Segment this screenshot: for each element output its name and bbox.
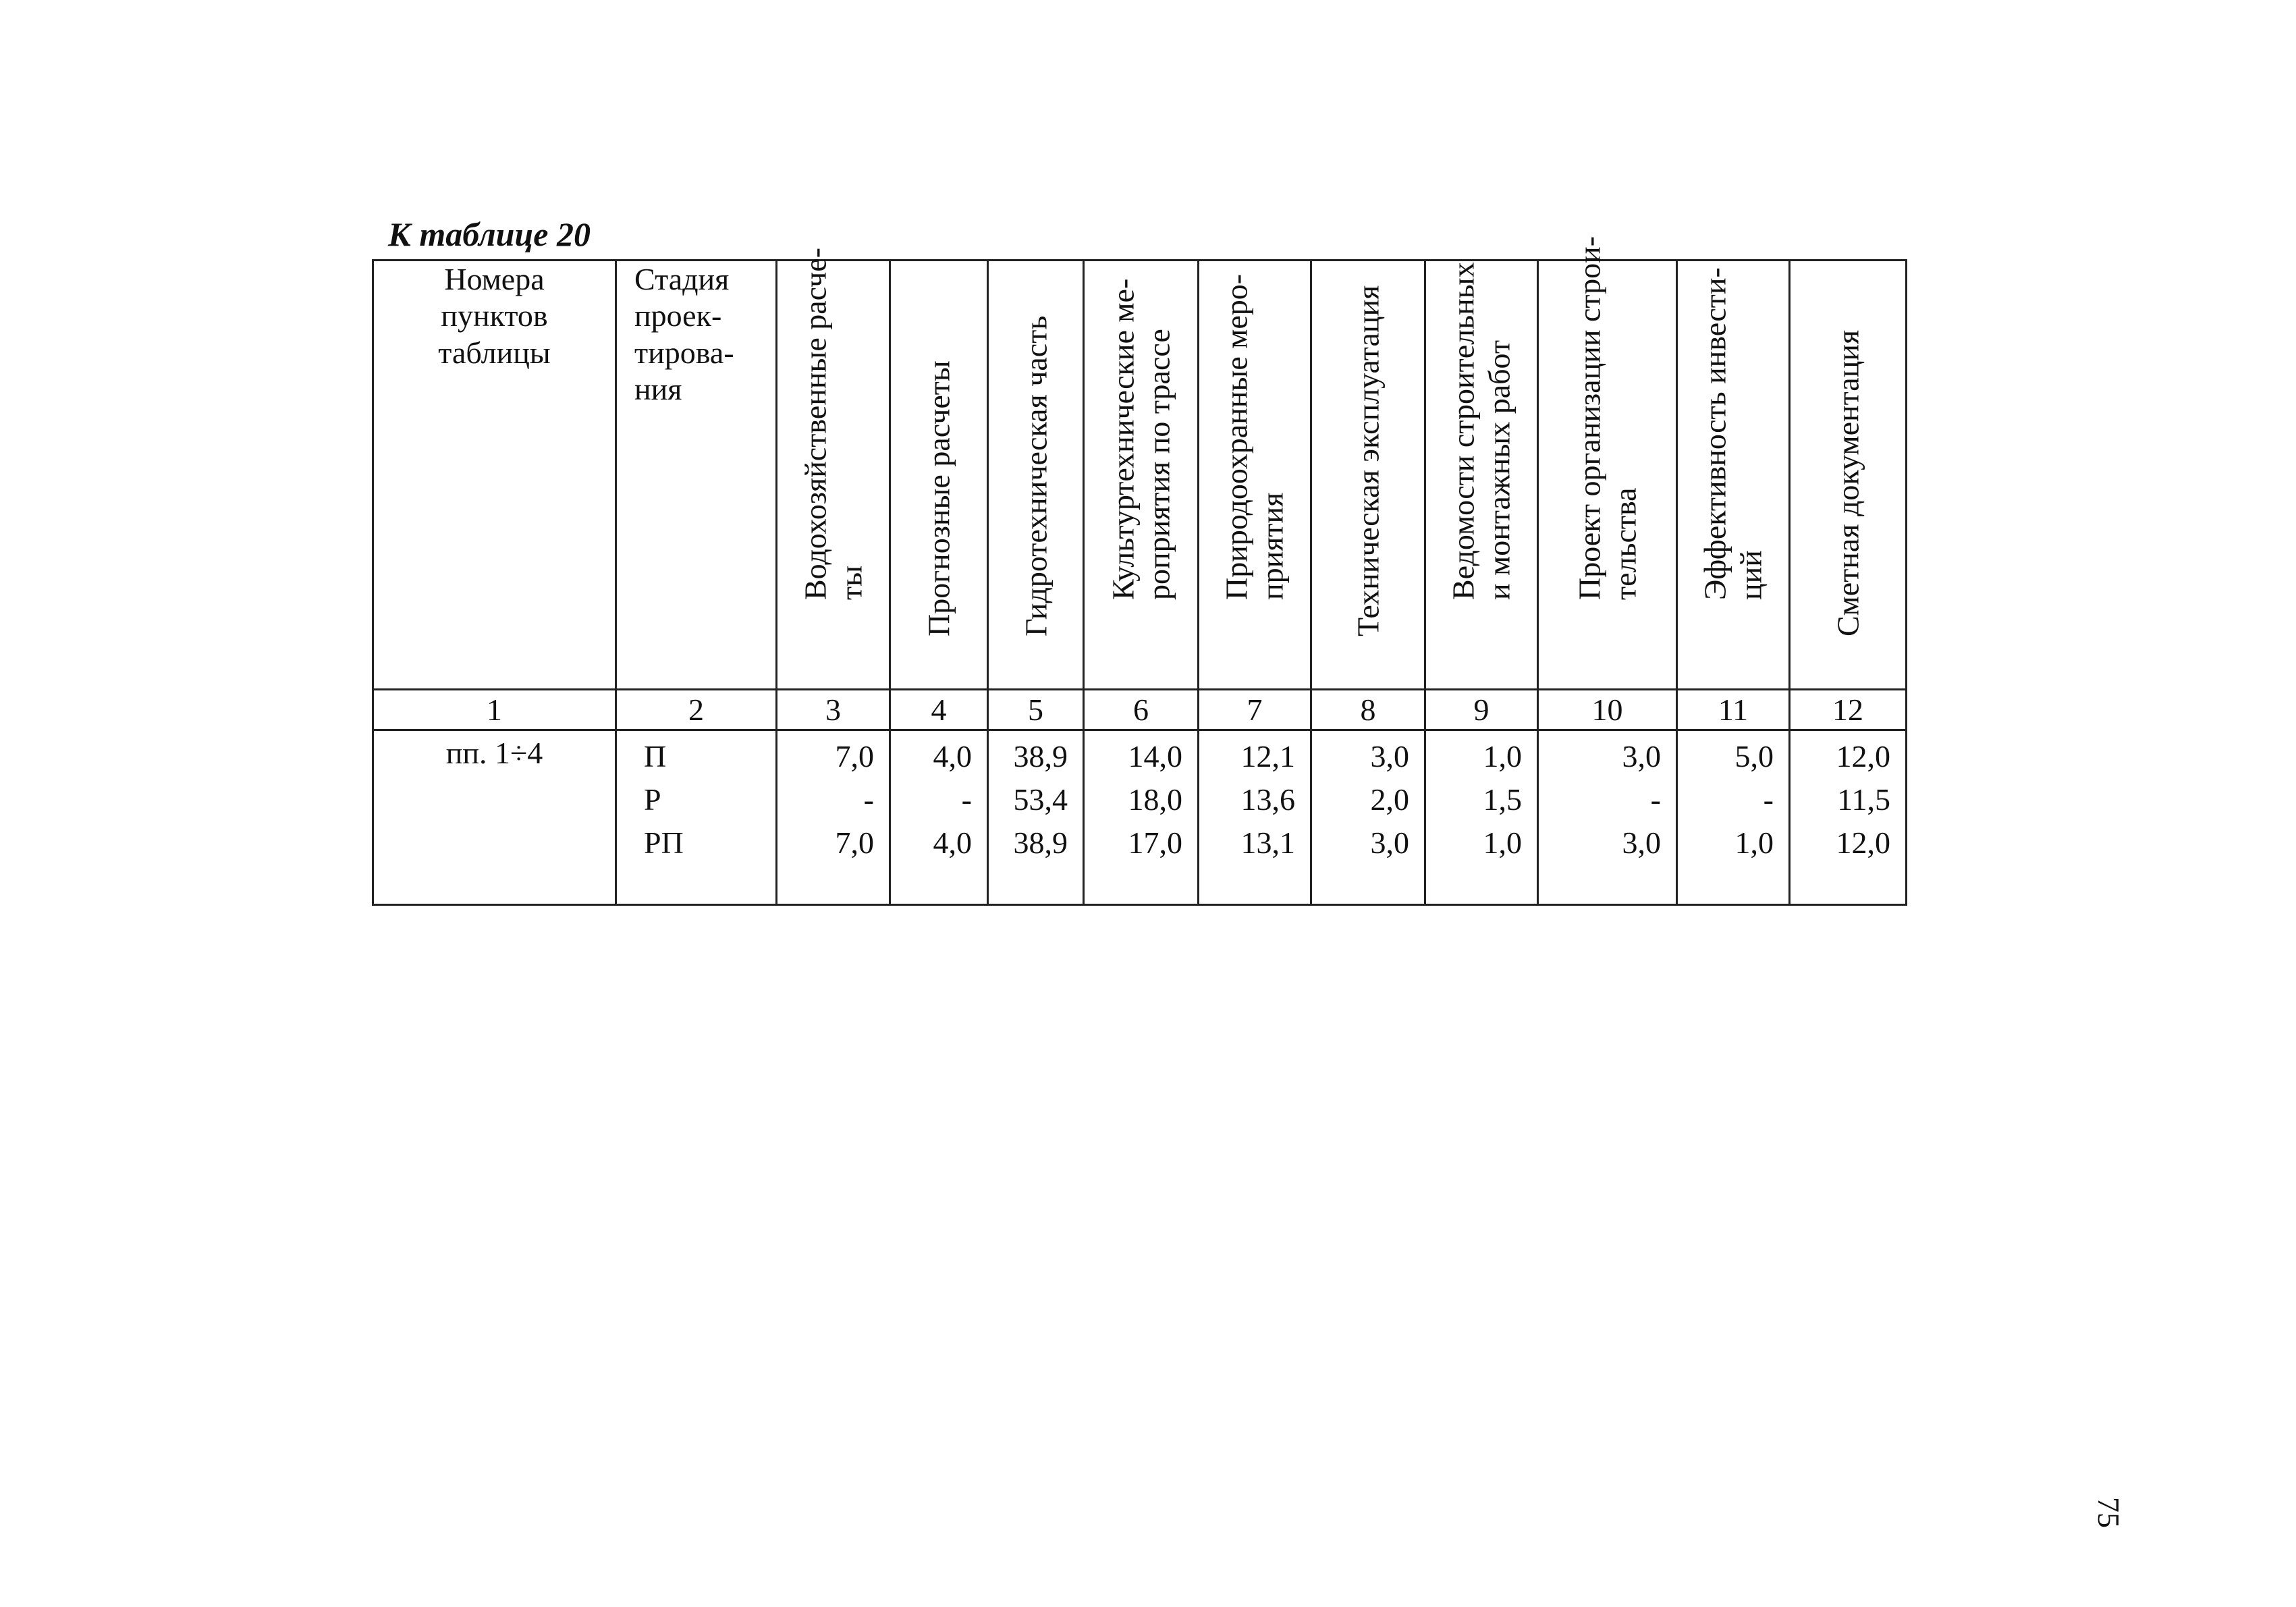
value: 11,5 [1837,782,1890,817]
header-line: таблицы [438,335,551,370]
column-number: 8 [1311,690,1425,730]
header-line: Номера [444,262,545,296]
header-line: Ведомости строительных [1446,262,1481,601]
value-cell [988,730,1084,905]
column-number: 3 [777,690,890,730]
value: 1,0 [1734,825,1774,860]
header-line: Сметная документация [1830,329,1865,636]
header-line: Гидротехническая часть [1018,315,1053,636]
header-cultural-technical-measures [1084,261,1199,690]
column-number: 5 [988,690,1084,730]
header-line: Эффективность инвести- [1697,267,1732,601]
header-environmental-measures [1199,261,1311,690]
value: 3,0 [1622,825,1661,860]
header-line: Техническая эксплуатация [1350,285,1386,636]
header-cost-estimate-docs [1790,261,1907,690]
stage-value: П [644,739,667,773]
value: 12,1 [1240,739,1295,773]
header-line: тельства [1608,487,1643,601]
value: 38,9 [1013,825,1068,860]
header-technical-operation [1311,261,1425,690]
header-line: ты [833,566,869,601]
column-number: 11 [1677,690,1790,730]
column-number: 6 [1084,690,1199,730]
header-line: проек- [634,298,722,333]
value: 13,6 [1240,782,1295,817]
column-number-row [373,690,1907,730]
value-cell [1311,730,1425,905]
value-cell [777,730,890,905]
header-line: Водохозяйственные расче- [798,248,833,601]
value: 7,0 [835,739,874,773]
value: - [1650,782,1661,817]
value: 13,1 [1240,825,1295,860]
header-row [373,261,1907,690]
cost-distribution-table [372,236,1907,906]
value: 14,0 [1128,739,1182,773]
value: - [863,782,874,817]
value-cell [1084,730,1199,905]
value: 17,0 [1128,825,1182,860]
value: 7,0 [835,825,874,860]
value: 4,0 [933,825,972,860]
header-line: Проект организации строи- [1572,236,1607,601]
value-cell [1199,730,1311,905]
header-hydrotechnical-part [988,261,1084,690]
column-number: 7 [1199,690,1311,730]
header-forecast-calcs [890,261,988,690]
value: 4,0 [933,739,972,773]
value: 1,5 [1483,782,1522,817]
header-water-management-calcs [777,248,890,690]
value: - [961,782,972,817]
stage-cell [616,730,777,905]
data-row [373,730,1907,905]
value: 1,0 [1483,825,1522,860]
column-number: 10 [1538,690,1677,730]
header-line: пунктов [441,298,548,333]
header-line: Культуртехнические ме- [1105,279,1141,601]
value-cell [1677,730,1790,905]
value-cell [890,730,988,905]
value-cell [1425,730,1538,905]
value: 3,0 [1370,825,1409,860]
value: 18,0 [1128,782,1182,817]
page-number: 75 [2092,1497,2126,1528]
value: - [1763,782,1774,817]
header-work-statements [1425,261,1538,690]
header-construction-organization [1538,236,1677,690]
value: 1,0 [1483,739,1522,773]
header-line: и монтажных работ [1482,340,1516,601]
value: 5,0 [1734,739,1774,773]
value: 53,4 [1013,782,1068,817]
header-line: ния [634,371,682,406]
header-line: Прогнозные расчеты [921,360,956,636]
column-number: 1 [373,690,616,730]
column-number: 4 [890,690,988,730]
header-line: роприятия по трассе [1141,329,1176,601]
stage-value: Р [644,782,661,817]
value-cell [1538,730,1677,905]
item-range-cell: пп. 1÷4 [373,730,616,905]
header-line: ций [1734,550,1768,601]
value: 3,0 [1622,739,1661,773]
value-cell [1790,730,1907,905]
header-investment-efficiency [1677,261,1790,690]
value: 2,0 [1370,782,1409,817]
column-number: 12 [1790,690,1907,730]
header-line: Стадия [634,262,730,296]
column-number: 9 [1425,690,1538,730]
value: 12,0 [1836,825,1890,860]
header-item-numbers [373,261,616,690]
table-caption: К таблице 20 [388,215,591,253]
value: 3,0 [1370,739,1409,773]
header-design-stage [616,261,777,690]
value: 12,0 [1836,739,1890,773]
header-line: тирова- [634,335,734,370]
value: 38,9 [1013,739,1068,773]
column-number: 2 [616,690,777,730]
header-line: Природоохранные меро- [1219,274,1254,601]
stage-value: РП [644,825,684,860]
header-line: приятия [1255,493,1290,601]
